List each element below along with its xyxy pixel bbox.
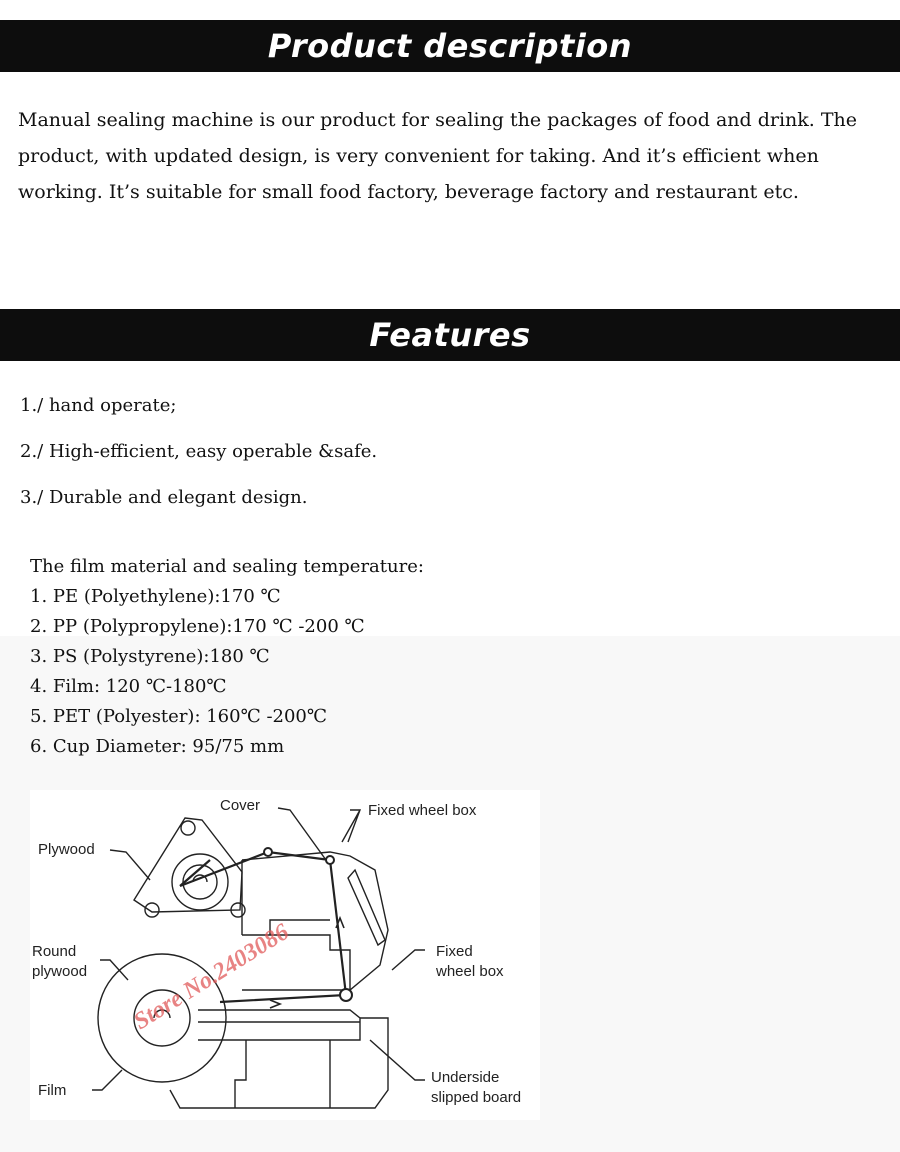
feature-item-2: 2./ High-efficient, easy operable &safe. bbox=[20, 441, 378, 462]
label-round-plywood: plywood bbox=[32, 963, 88, 980]
product-description-banner bbox=[0, 20, 900, 72]
spec-item: 3. PS (Polystyrene):180 ℃ bbox=[30, 646, 270, 667]
features-title: Features bbox=[369, 316, 531, 354]
features-banner bbox=[0, 309, 900, 361]
label-plywood: Plywood bbox=[38, 841, 95, 858]
label-film: Film bbox=[38, 1082, 67, 1099]
product-description-title: Product description bbox=[267, 27, 633, 65]
label-cover: Cover bbox=[220, 797, 261, 814]
film-spec-list bbox=[30, 552, 424, 762]
description-line-3: working. It’s suitable for small food factory, beverage factory and restaurant etc. bbox=[18, 181, 799, 203]
feature-item-1: 1./ hand operate; bbox=[20, 395, 177, 416]
description-line-1: Manual sealing machine is our product for sealing the packages of food and drink. The bbox=[18, 109, 858, 131]
label-fixed-wheel-box-top: Fixed wheel box bbox=[368, 802, 477, 819]
store-watermark: Store No.2403086 bbox=[129, 919, 294, 1036]
spec-item: 6. Cup Diameter: 95/75 mm bbox=[30, 736, 285, 757]
spec-item: 4. Film: 120 ℃-180℃ bbox=[30, 676, 227, 697]
spec-heading: The film material and sealing temperature: bbox=[30, 556, 424, 577]
label-fixed: Fixed bbox=[436, 943, 473, 960]
spec-item: 2. PP (Polypropylene):170 ℃ -200 ℃ bbox=[30, 616, 365, 637]
sealing-machine-diagram bbox=[30, 790, 540, 1120]
feature-item-3: 3./ Durable and elegant design. bbox=[20, 487, 308, 508]
label-fixed-wheel-box: wheel box bbox=[436, 963, 504, 980]
label-underside-slipped-board: slipped board bbox=[431, 1089, 522, 1106]
description-line-2: product, with updated design, is very convenient for taking. And it’s efficient when bbox=[18, 145, 819, 167]
label-underside: Underside bbox=[431, 1069, 500, 1086]
spec-item: 5. PET (Polyester): 160℃ -200℃ bbox=[30, 706, 328, 727]
label-round: Round bbox=[32, 943, 77, 960]
spec-item: 1. PE (Polyethylene):170 ℃ bbox=[30, 586, 281, 607]
